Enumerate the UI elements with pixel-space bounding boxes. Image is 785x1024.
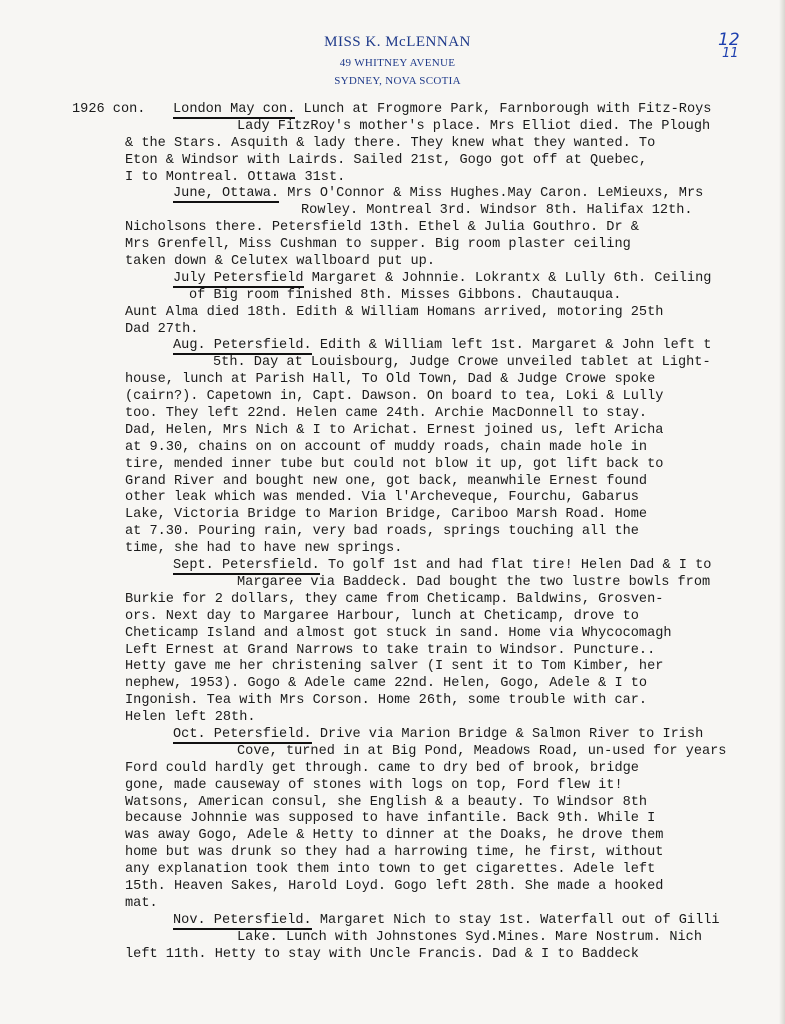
- entry-text: Margaree via Baddeck. Dad bought the two lustre bowls from: [237, 574, 711, 590]
- letterhead: [0, 34, 785, 87]
- entry-text: Cove, turned in at Big Pond, Meadows Road, un-used for years: [237, 743, 727, 759]
- entry-text: Watsons, American consul, she English & a beauty. To Windsor 8th: [125, 794, 648, 810]
- entry-line: [125, 710, 737, 727]
- month-heading: Nov. Petersfield.: [173, 912, 312, 928]
- entry-text: Lake. Lunch with Johnstones Syd.Mines. Mare Nostrum. Nich: [237, 929, 702, 945]
- entry-text: 15th. Heaven Sakes, Harold Loyd. Gogo left 28th. She made a hooked: [125, 878, 664, 894]
- letterhead-name: MISS K. McLENNAN: [324, 34, 471, 50]
- entry-text: nephew, 1953). Gogo & Adele came 22nd. Helen, Gogo, Adele & I to: [125, 676, 648, 692]
- entry-text: left 11th. Hetty to stay with Uncle Francis. Dad & I to Baddeck: [125, 946, 639, 962]
- entry-line: [125, 423, 737, 440]
- entry-line: [125, 305, 737, 322]
- entry-line: [125, 626, 737, 643]
- entry-text: (cairn?). Capetown in, Capt. Dawson. On board to tea, Loki & Lully: [125, 389, 664, 405]
- month-heading: July Petersfield: [173, 270, 304, 286]
- entry-text: Nicholsons there. Petersfield 13th. Ethel & Julia Gouthro. Dr &: [125, 220, 639, 236]
- entry-text: Lady FitzRoy's mother's place. Mrs Elliot died. The Plough: [237, 118, 711, 134]
- entry-line: [125, 896, 737, 913]
- entry-first-line: [173, 186, 785, 203]
- month-heading: June, Ottawa.: [173, 186, 280, 202]
- month-heading: Aug. Petersfield.: [173, 338, 312, 354]
- entry-line: [125, 153, 737, 170]
- entry-line: [125, 795, 737, 812]
- entry-text: Ingonish. Tea with Mrs Corson. Home 26th, some trouble with car.: [125, 693, 648, 709]
- entry-text: Grand River and bought new one, got back, meanwhile Ernest found: [125, 473, 648, 489]
- entry-text: 5th. Day at Louisbourg, Judge Crowe unveiled tablet at Light-: [213, 355, 711, 371]
- entry-line: [125, 490, 737, 507]
- entry-line: [301, 203, 785, 220]
- entry-text: home but was drunk so they had a harrowing time, he first, without: [125, 845, 664, 861]
- entry-text: taken down & Celutex wallboard put up.: [125, 254, 435, 270]
- entry-text: To golf 1st and had flat tire! Helen Dad & I to: [319, 558, 712, 574]
- entry-line: [125, 237, 737, 254]
- entry-text: Hetty gave me her christening salver (I sent it to Tom Kimber, her: [125, 659, 664, 675]
- entry-line: [125, 389, 737, 406]
- entry-text: Lunch at Frogmore Park, Farnborough with Fitz-Roys: [295, 102, 712, 117]
- entry-line: [125, 845, 737, 862]
- entry-line: [125, 254, 737, 271]
- entry-first-line: [173, 102, 785, 119]
- entry-text: Mrs O'Connor & Miss Hughes.May Caron. LeMieuxs, Mrs: [279, 186, 704, 202]
- entry-line: [125, 947, 737, 964]
- entry-text: Drive via Marion Bridge & Salmon River to Irish: [311, 726, 704, 742]
- entry-text: of Big room finished 8th. Misses Gibbons. Chautauqua.: [189, 287, 622, 303]
- entry-text: Dad, Helen, Mrs Nich & I to Arichat. Ernest joined us, left Aricha: [125, 422, 664, 438]
- entry-text: Mrs Grenfell, Miss Cushman to supper. Big room plaster ceiling: [125, 237, 631, 253]
- entry-first-line: [173, 338, 785, 355]
- page-number-bottom: 11: [722, 46, 739, 61]
- entry-text: tire, mended inner tube but could not blow it up, got lift back to: [125, 456, 664, 472]
- entry-text: Aunt Alma died 18th. Edith & William Homans arrived, motoring 25th: [125, 304, 664, 320]
- page-number-top: 12: [718, 30, 740, 50]
- entry-line: [125, 659, 737, 676]
- entry-line: [125, 811, 737, 828]
- entry-line: [125, 761, 737, 778]
- entry-line: [125, 541, 737, 558]
- entry-text: other leak which was mended. Via l'Archeveque, Fourchu, Gabarus: [125, 490, 639, 506]
- entry-text: Ford could hardly get through. came to dry bed of brook, bridge: [125, 760, 639, 776]
- entry-text: Margaret & Johnnie. Lokrantx & Lully 6th. Ceiling: [303, 270, 712, 286]
- entry-text: was away Gogo, Adele & Hetty to dinner at the Doaks, he drove them: [125, 828, 664, 844]
- entry-line: [189, 288, 785, 305]
- entry-line: [125, 322, 737, 339]
- entry-line: [237, 119, 785, 136]
- month-heading: Sept. Petersfield.: [173, 558, 320, 574]
- entry-text: because Johnnie was supposed to have infantile. Back 9th. While I: [125, 811, 656, 827]
- entry-text: gone, made causeway of stones with logs on top, Ford flew it!: [125, 777, 623, 793]
- handwritten-page-number: [718, 30, 758, 61]
- entry-line: [125, 862, 737, 879]
- entry-line: [237, 744, 785, 761]
- entry-line: [125, 879, 737, 896]
- entry-text: ors. Next day to Margaree Harbour, lunch at Cheticamp, drove to: [125, 608, 639, 624]
- entry-first-line: [173, 558, 785, 575]
- entry-text: at 7.30. Pouring rain, very bad roads, springs touching all the: [125, 524, 639, 540]
- entry-text: I to Montreal. Ottawa 31st.: [125, 169, 346, 185]
- entry-text: house, lunch at Parish Hall, To Old Town, Dad & Judge Crowe spoke: [125, 372, 656, 388]
- entry-line: [125, 693, 737, 710]
- entry-first-line: [173, 727, 785, 744]
- entry-text: Eton & Windsor with Lairds. Sailed 21st, Gogo got off at Quebec,: [125, 152, 648, 168]
- entry-text: & the Stars. Asquith & lady there. They knew what they wanted. To: [125, 135, 656, 151]
- entry-text: Dad 27th.: [125, 321, 199, 337]
- entry-line: [125, 828, 737, 845]
- month-heading: Oct. Petersfield.: [173, 726, 312, 742]
- entry-line: [125, 609, 737, 626]
- entry-line: [125, 507, 737, 524]
- year-label: 1926 con.: [72, 102, 146, 117]
- entry-line: [125, 406, 737, 423]
- month-heading: London May con.: [173, 102, 296, 117]
- entry-text: Lake, Victoria Bridge to Marion Bridge, Cariboo Marsh Road. Home: [125, 507, 648, 523]
- entry-text: mat.: [125, 895, 158, 911]
- letterhead-city: SYDNEY, NOVA SCOTIA: [334, 75, 461, 87]
- entry-text: Rowley. Montreal 3rd. Windsor 8th. Halifax 12th.: [301, 203, 693, 219]
- entry-text: Edith & William left 1st. Margaret & John left t: [311, 338, 712, 354]
- entry-text: Helen left 28th.: [125, 710, 256, 726]
- diary-body: [125, 102, 785, 982]
- entry-line: [125, 524, 737, 541]
- entry-line: [125, 170, 737, 187]
- entry-text: at 9.30, chains on on account of muddy roads, chain made hole in: [125, 439, 648, 455]
- entry-text: Burkie for 2 dollars, they came from Cheticamp. Baldwins, Grosven-: [125, 591, 664, 607]
- entry-line: [125, 440, 737, 457]
- entry-line: [125, 457, 737, 474]
- entry-line: [125, 372, 737, 389]
- entry-text: any explanation took them into town to get cigarettes. Adele left: [125, 862, 656, 878]
- entry-line: [125, 220, 737, 237]
- entry-line: [125, 643, 737, 660]
- entry-line: [213, 355, 785, 372]
- entry-text: Left Ernest at Grand Narrows to take train to Windsor. Puncture..: [125, 642, 656, 658]
- entry-first-line: [173, 913, 785, 930]
- letterhead-address: 49 WHITNEY AVENUE: [339, 57, 456, 69]
- entry-text: Margaret Nich to stay 1st. Waterfall out of Gilli: [311, 912, 720, 928]
- entry-text: Cheticamp Island and almost got stuck in sand. Home via Whycocomagh: [125, 625, 672, 641]
- entry-line: [125, 676, 737, 693]
- entry-line: [125, 778, 737, 795]
- entry-line: [125, 474, 737, 491]
- entry-line: [125, 592, 737, 609]
- entry-line: [125, 136, 737, 153]
- entry-text: too. They left 22nd. Helen came 24th. Archie MacDonnell to stay.: [125, 406, 648, 422]
- entry-first-line: [173, 271, 785, 288]
- entry-text: time, she had to have new springs.: [125, 541, 403, 557]
- entry-line: [237, 575, 785, 592]
- entry-line: [237, 930, 785, 947]
